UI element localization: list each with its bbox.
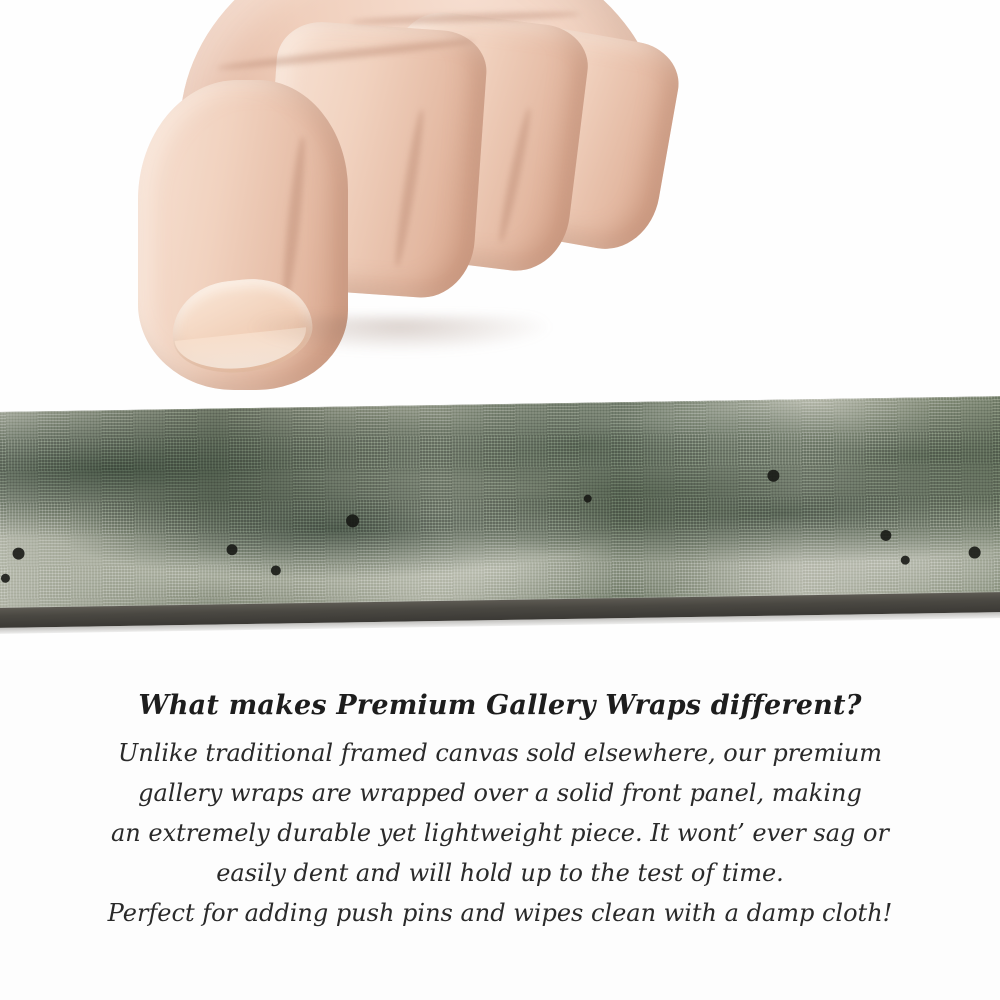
caption-line: Unlike traditional framed canvas sold elsewhere, our premium [117,739,882,767]
caption-heading: What makes Premium Gallery Wraps different? [138,690,862,721]
canvas-weave-texture [0,396,1000,608]
caption-line: easily dent and will hold up to the test of time. [216,859,784,887]
canvas-speck [271,565,281,575]
gallery-wrap-edge [0,396,1000,634]
canvas-speck [584,495,592,503]
canvas-speck [12,547,24,559]
caption-line: an extremely durable yet lightweight piece. It wont’ ever sag or [111,819,889,847]
canvas-speck [901,556,910,565]
caption-block [0,690,1000,933]
canvas-speck [346,514,359,527]
hand-illustration [120,0,680,430]
canvas-speck [880,530,891,541]
canvas-speck [1,574,10,583]
caption-line: gallery wraps are wrapped over a solid front panel, making [138,779,862,807]
caption-line: Perfect for adding push pins and wipes clean with a damp cloth! [107,899,893,927]
hand-contact-shadow [250,316,550,352]
